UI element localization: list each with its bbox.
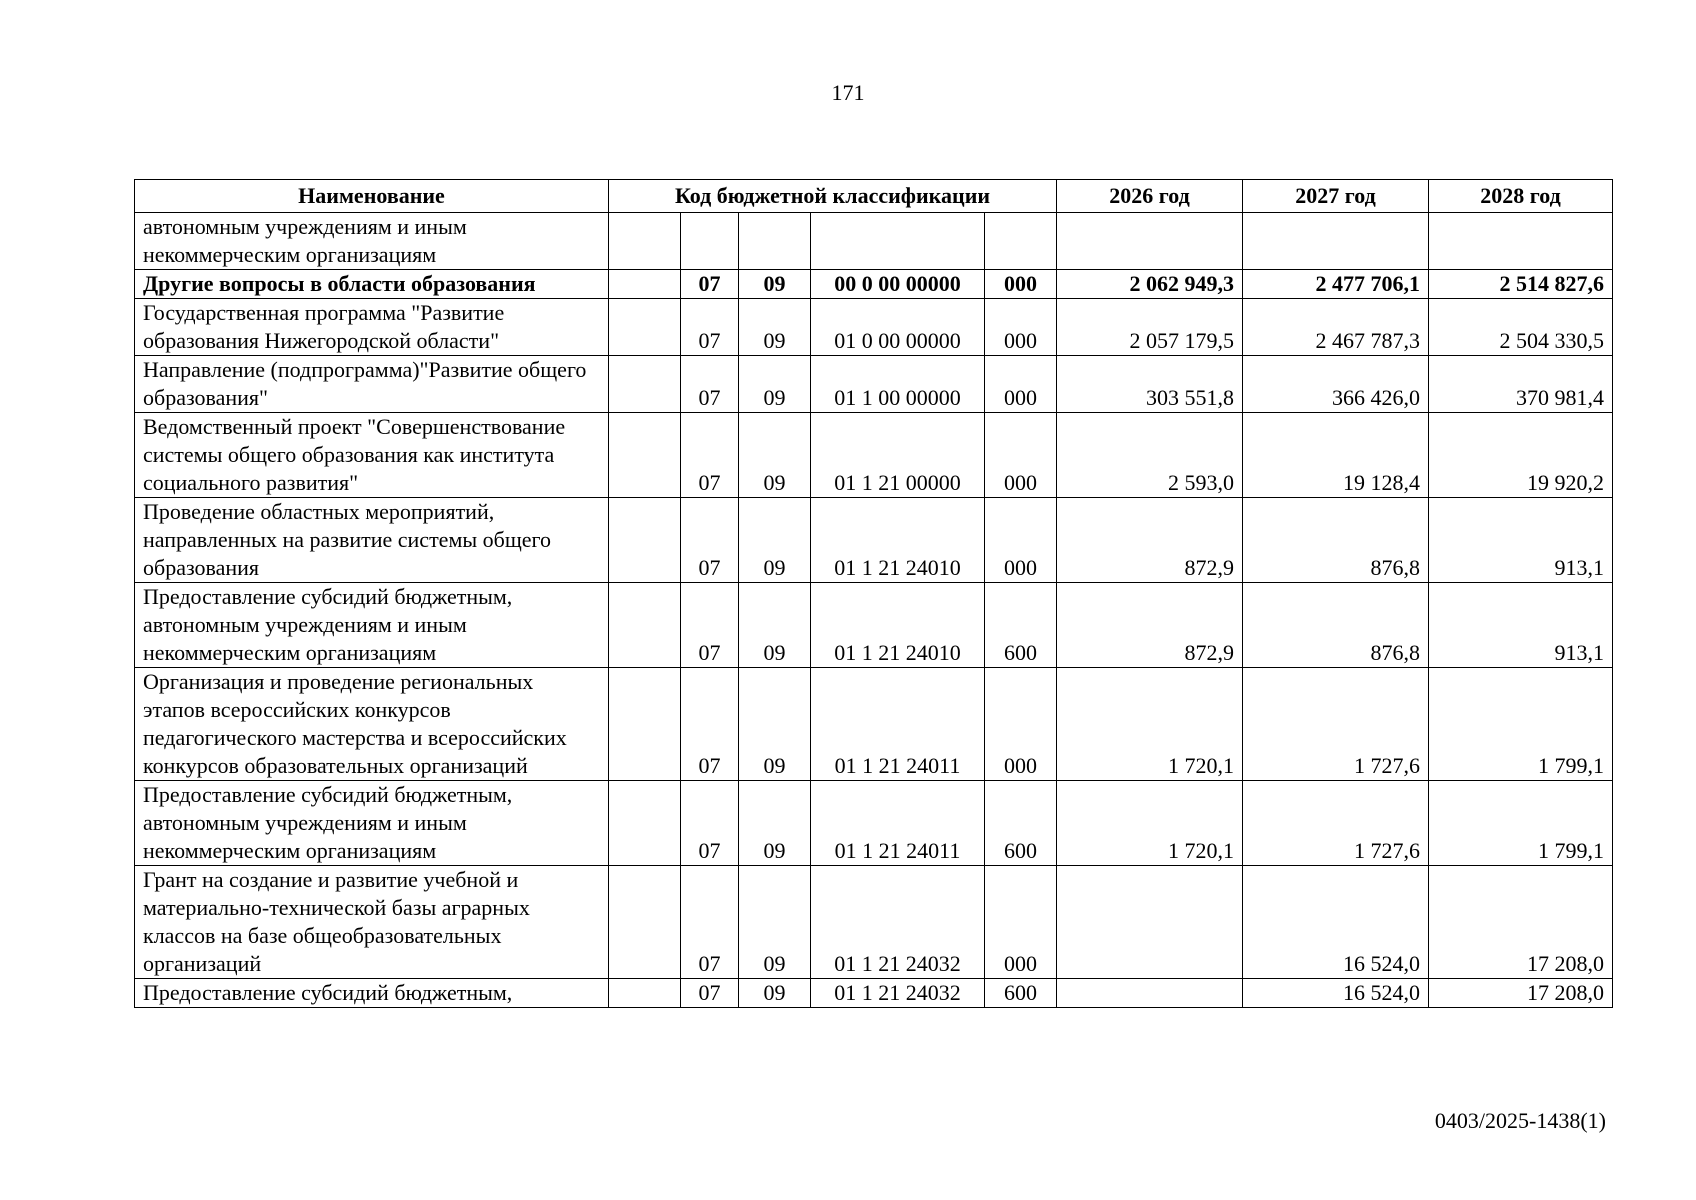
value-2026: [1057, 979, 1243, 1008]
code-col-1: [609, 413, 681, 498]
value-2027: 1 727,6: [1243, 781, 1429, 866]
row-name: Государственная программа "Развитие образования Нижегородской области": [135, 299, 609, 356]
code-target: 01 1 21 24032: [811, 866, 985, 979]
table-header: [135, 180, 1613, 213]
value-2027: 16 524,0: [1243, 866, 1429, 979]
code-expense-type: 600: [985, 583, 1057, 668]
table-row: [135, 583, 1613, 668]
code-target: 01 1 21 00000: [811, 413, 985, 498]
row-name: Направление (подпрограмма)"Развитие общего образования": [135, 356, 609, 413]
row-name: Грант на создание и развитие учебной и материально-технической базы аграрных классов на базе общеобразовательных организаций: [135, 866, 609, 979]
code-section: 07: [681, 866, 739, 979]
value-2028: [1429, 213, 1613, 270]
value-2028: 913,1: [1429, 583, 1613, 668]
table-row: [135, 270, 1613, 299]
code-subsection: 09: [739, 299, 811, 356]
code-expense-type: 000: [985, 356, 1057, 413]
code-section: 07: [681, 413, 739, 498]
code-expense-type: 000: [985, 498, 1057, 583]
code-expense-type: 600: [985, 781, 1057, 866]
code-col-1: [609, 583, 681, 668]
code-expense-type: 000: [985, 866, 1057, 979]
row-name: Другие вопросы в области образования: [135, 270, 609, 299]
value-2028: 913,1: [1429, 498, 1613, 583]
code-subsection: 09: [739, 413, 811, 498]
code-section: 07: [681, 356, 739, 413]
code-subsection: 09: [739, 781, 811, 866]
code-col-1: [609, 866, 681, 979]
row-name: Предоставление субсидий бюджетным,: [135, 979, 609, 1008]
code-col-1: [609, 356, 681, 413]
value-2026: [1057, 213, 1243, 270]
row-name: Предоставление субсидий бюджетным, автономным учреждениям и иным некоммерческим организациям: [135, 583, 609, 668]
table-row: [135, 213, 1613, 270]
code-expense-type: 000: [985, 668, 1057, 781]
code-section: 07: [681, 781, 739, 866]
code-subsection: 09: [739, 668, 811, 781]
code-target: [811, 213, 985, 270]
value-2027: 876,8: [1243, 583, 1429, 668]
value-2026: 872,9: [1057, 498, 1243, 583]
code-section: 07: [681, 299, 739, 356]
header-2026: 2026 год: [1057, 180, 1243, 213]
budget-table: [134, 179, 1613, 1008]
value-2026: 2 593,0: [1057, 413, 1243, 498]
table-row: [135, 668, 1613, 781]
code-subsection: 09: [739, 356, 811, 413]
code-expense-type: 000: [985, 270, 1057, 299]
code-target: 01 1 21 24032: [811, 979, 985, 1008]
value-2028: 19 920,2: [1429, 413, 1613, 498]
value-2026: 1 720,1: [1057, 668, 1243, 781]
value-2027: 2 477 706,1: [1243, 270, 1429, 299]
code-target: 00 0 00 00000: [811, 270, 985, 299]
value-2027: 1 727,6: [1243, 668, 1429, 781]
code-subsection: 09: [739, 270, 811, 299]
code-section: 07: [681, 979, 739, 1008]
row-name: автономным учреждениям и иным некоммерческим организациям: [135, 213, 609, 270]
value-2026: 2 057 179,5: [1057, 299, 1243, 356]
value-2028: 1 799,1: [1429, 668, 1613, 781]
table-row: [135, 299, 1613, 356]
header-2028: 2028 год: [1429, 180, 1613, 213]
code-col-1: [609, 781, 681, 866]
page-number: 171: [831, 80, 865, 105]
code-subsection: 09: [739, 583, 811, 668]
code-col-1: [609, 498, 681, 583]
code-subsection: 09: [739, 498, 811, 583]
value-2028: 1 799,1: [1429, 781, 1613, 866]
header-name: Наименование: [135, 180, 609, 213]
value-2027: 2 467 787,3: [1243, 299, 1429, 356]
code-expense-type: 000: [985, 413, 1057, 498]
value-2026: 872,9: [1057, 583, 1243, 668]
value-2027: 19 128,4: [1243, 413, 1429, 498]
table-row: [135, 498, 1613, 583]
row-name: Предоставление субсидий бюджетным, автономным учреждениям и иным некоммерческим организациям: [135, 781, 609, 866]
code-expense-type: 000: [985, 299, 1057, 356]
value-2027: 876,8: [1243, 498, 1429, 583]
value-2028: 370 981,4: [1429, 356, 1613, 413]
value-2027: 16 524,0: [1243, 979, 1429, 1008]
document-number: 0403/2025-1438(1): [1434, 1108, 1606, 1133]
code-target: 01 1 21 24010: [811, 583, 985, 668]
value-2027: [1243, 213, 1429, 270]
code-target: 01 1 00 00000: [811, 356, 985, 413]
value-2026: 303 551,8: [1057, 356, 1243, 413]
code-col-1: [609, 979, 681, 1008]
value-2027: 366 426,0: [1243, 356, 1429, 413]
code-subsection: 09: [739, 866, 811, 979]
code-section: [681, 213, 739, 270]
code-section: 07: [681, 270, 739, 299]
code-target: 01 1 21 24010: [811, 498, 985, 583]
row-name: Организация и проведение региональных этапов всероссийских конкурсов педагогического мастерства и всероссийских конкурсов образовательных организаций: [135, 668, 609, 781]
code-subsection: 09: [739, 979, 811, 1008]
value-2026: 1 720,1: [1057, 781, 1243, 866]
code-section: 07: [681, 583, 739, 668]
table-row: [135, 781, 1613, 866]
value-2028: 17 208,0: [1429, 979, 1613, 1008]
value-2026: [1057, 866, 1243, 979]
code-expense-type: [985, 213, 1057, 270]
code-col-1: [609, 213, 681, 270]
code-target: 01 1 21 24011: [811, 781, 985, 866]
code-target: 01 0 00 00000: [811, 299, 985, 356]
code-expense-type: 600: [985, 979, 1057, 1008]
code-section: 07: [681, 498, 739, 583]
table-row: [135, 356, 1613, 413]
header-2027: 2027 год: [1243, 180, 1429, 213]
value-2028: 2 514 827,6: [1429, 270, 1613, 299]
code-col-1: [609, 668, 681, 781]
code-col-1: [609, 299, 681, 356]
code-subsection: [739, 213, 811, 270]
code-section: 07: [681, 668, 739, 781]
header-code: Код бюджетной классификации: [609, 180, 1057, 213]
value-2028: 17 208,0: [1429, 866, 1613, 979]
code-target: 01 1 21 24011: [811, 668, 985, 781]
value-2028: 2 504 330,5: [1429, 299, 1613, 356]
table-row: [135, 413, 1613, 498]
row-name: Проведение областных мероприятий, направленных на развитие системы общего образования: [135, 498, 609, 583]
row-name: Ведомственный проект "Совершенствование системы общего образования как института социального развития": [135, 413, 609, 498]
table-row: [135, 866, 1613, 979]
value-2026: 2 062 949,3: [1057, 270, 1243, 299]
table-row: [135, 979, 1613, 1008]
code-col-1: [609, 270, 681, 299]
